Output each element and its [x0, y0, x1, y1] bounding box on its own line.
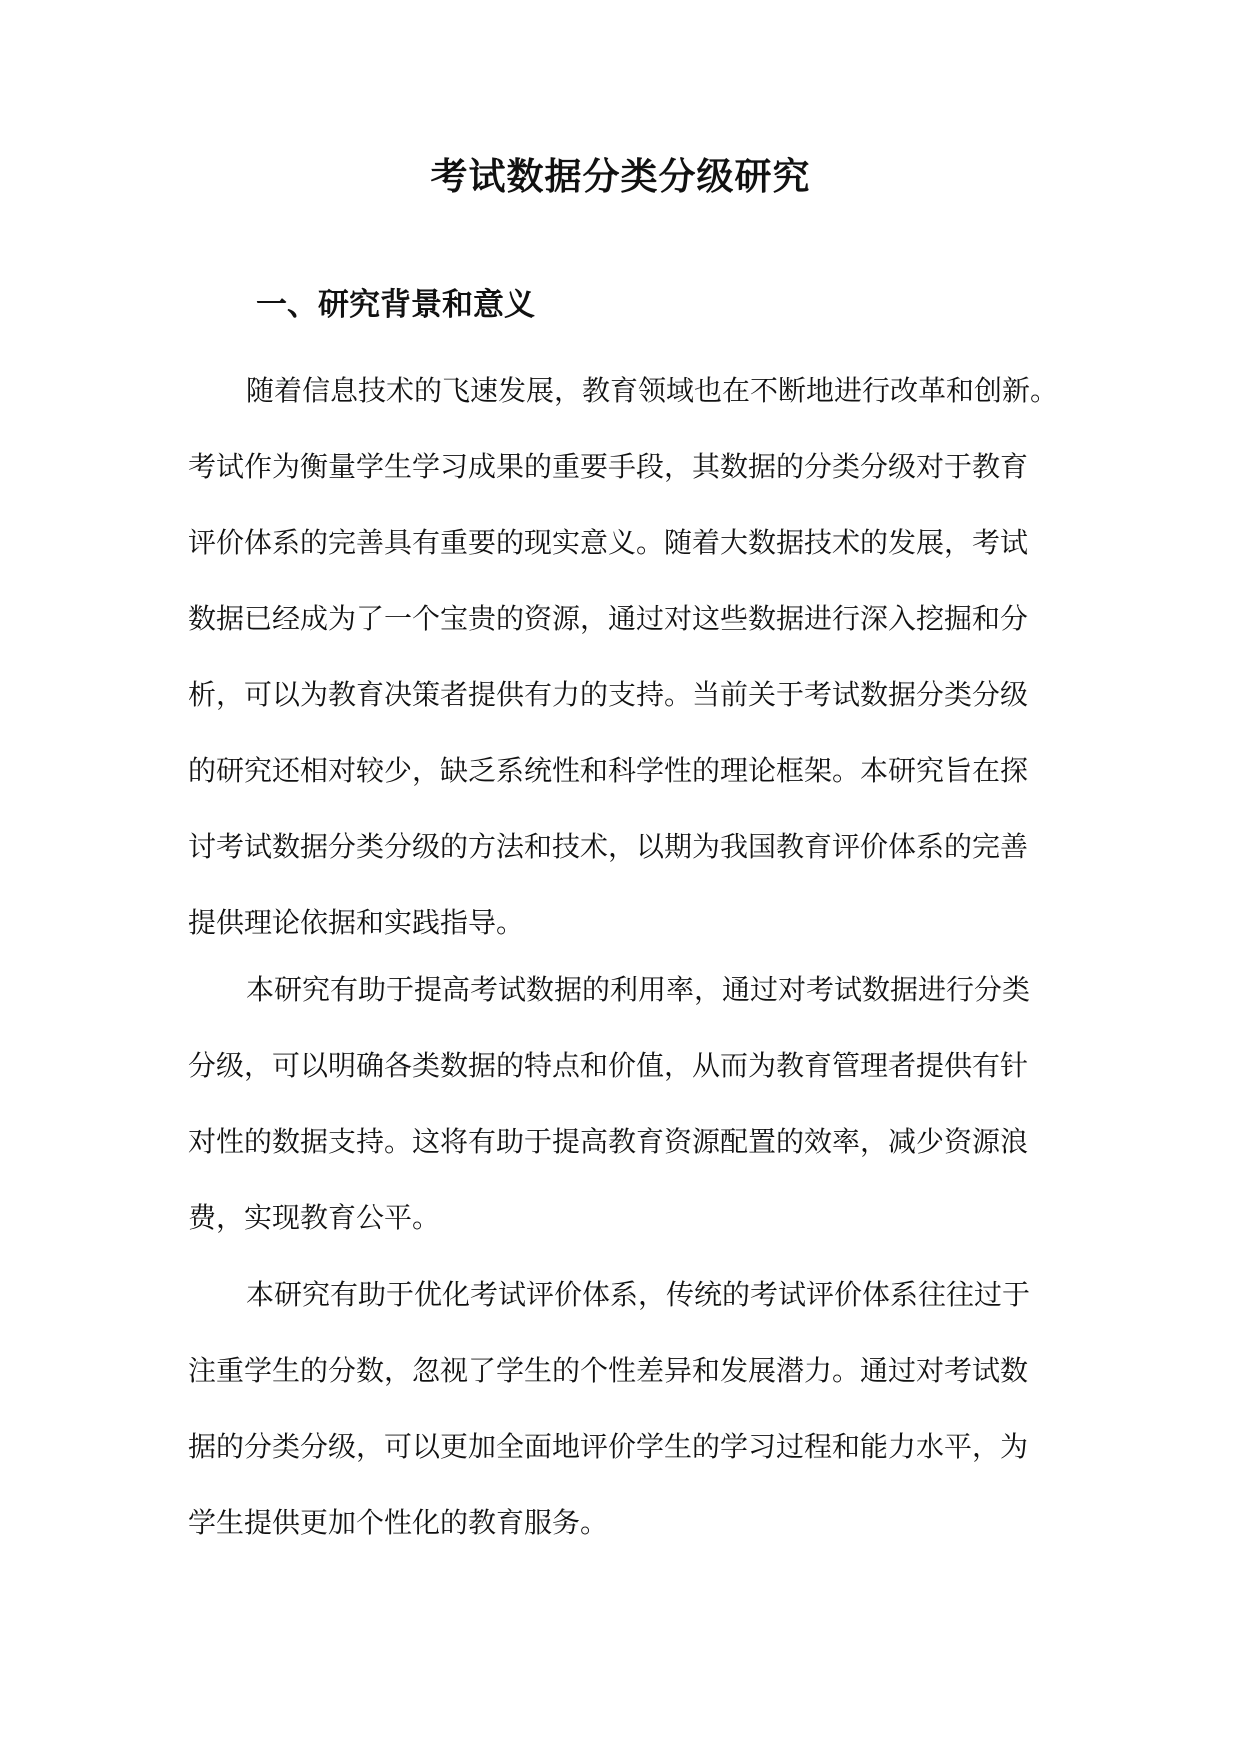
paragraph-line: 对性的数据支持。这将有助于提高教育资源配置的效率，减少资源浪	[188, 1125, 1029, 1158]
paragraph-line: 讨考试数据分类分级的方法和技术，以期为我国教育评价体系的完善	[188, 830, 1029, 863]
paragraph-line: 评价体系的完善具有重要的现实意义。随着大数据技术的发展，考试	[188, 526, 1029, 559]
paragraph-line: 数据已经成为了一个宝贵的资源，通过对这些数据进行深入挖掘和分	[188, 602, 1029, 635]
paragraph-line: 提供理论依据和实践指导。	[188, 906, 525, 939]
paragraph-line: 据的分类分级，可以更加全面地评价学生的学习过程和能力水平，为	[188, 1430, 1029, 1463]
paragraph-line: 本研究有助于优化考试评价体系，传统的考试评价体系往往过于	[246, 1278, 1031, 1311]
paragraph-line: 本研究有助于提高考试数据的利用率，通过对考试数据进行分类	[246, 973, 1031, 1006]
paragraph-line: 的研究还相对较少，缺乏系统性和科学性的理论框架。本研究旨在探	[188, 754, 1029, 787]
document-title: 考试数据分类分级研究	[430, 154, 811, 198]
paragraph-line: 考试作为衡量学生学习成果的重要手段，其数据的分类分级对于教育	[188, 450, 1029, 483]
paragraph-evaluation	[188, 1257, 1058, 1561]
paragraph-line: 费，实现教育公平。	[188, 1201, 441, 1234]
paragraph-line: 学生提供更加个性化的教育服务。	[188, 1506, 609, 1539]
paragraph-background	[188, 353, 1058, 961]
section-heading: 一、研究背景和意义	[256, 287, 535, 323]
paragraph-line: 随着信息技术的飞速发展，教育领域也在不断地进行改革和创新。	[246, 374, 1059, 407]
paragraph-line: 注重学生的分数，忽视了学生的个性差异和发展潜力。通过对考试数	[188, 1354, 1029, 1387]
paragraph-utilization	[188, 952, 1058, 1256]
paragraph-line: 分级，可以明确各类数据的特点和价值，从而为教育管理者提供有针	[188, 1049, 1029, 1082]
paragraph-line: 析，可以为教育决策者提供有力的支持。当前关于考试数据分类分级	[188, 678, 1029, 711]
